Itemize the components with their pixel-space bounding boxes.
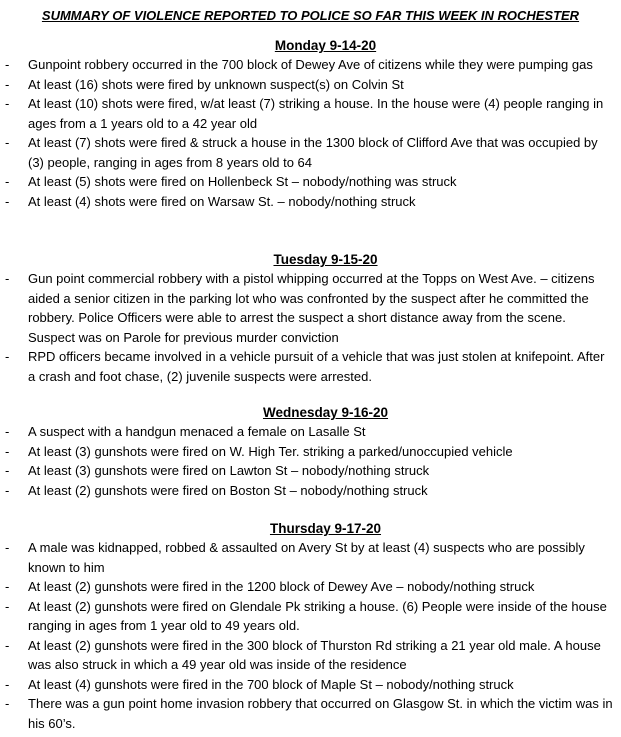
incident-item bbox=[0, 694, 621, 733]
bullet-dash: - bbox=[5, 579, 10, 594]
bullet-dash: - bbox=[5, 598, 10, 614]
incident-item bbox=[0, 461, 621, 481]
incident-item bbox=[0, 538, 621, 577]
bullet-dash: - bbox=[5, 271, 10, 286]
incident-text: RPD officers became involved in a vehicle pursuit of a vehicle that was just stolen at knifepoint. After a crash and foot chase, (2) juvenile suspects were arrested. bbox=[28, 349, 605, 384]
incident-item bbox=[0, 269, 621, 347]
bullet-dash: - bbox=[5, 349, 10, 364]
day-heading: Thursday 9-17-20 bbox=[269, 521, 382, 536]
incident-text: At least (3) gunshots were fired on Lawton St – nobody/nothing struck bbox=[28, 463, 430, 478]
incident-item bbox=[0, 94, 621, 133]
incident-item bbox=[0, 481, 621, 501]
day-section-monday bbox=[0, 38, 621, 211]
bullet-dash: - bbox=[5, 96, 10, 111]
incident-list bbox=[0, 269, 621, 386]
incident-text: There was a gun point home invasion robbery that occurred on Glasgow St. in which the victim was in his 60’s. bbox=[28, 696, 613, 731]
incident-text: At least (10) shots were fired, w/at least (7) striking a house. In the house were (4) people ranging in ages from a 1 years old to a 42 year old bbox=[28, 96, 604, 131]
incident-text: A suspect with a handgun menaced a female on Lasalle St bbox=[28, 424, 366, 439]
bullet-dash: - bbox=[5, 76, 10, 92]
bullet-dash: - bbox=[5, 424, 10, 439]
incident-item bbox=[0, 442, 621, 462]
incident-item bbox=[0, 192, 621, 212]
day-heading: Tuesday 9-15-20 bbox=[273, 252, 378, 267]
incident-item bbox=[0, 347, 621, 386]
incident-text: At least (16) shots were fired by unknown suspect(s) on Colvin St bbox=[28, 76, 404, 92]
incident-item bbox=[0, 422, 621, 442]
incident-item bbox=[0, 636, 621, 675]
incident-item bbox=[0, 133, 621, 172]
bullet-dash: - bbox=[5, 174, 10, 189]
day-section-thursday bbox=[0, 521, 621, 733]
bullet-dash: - bbox=[5, 135, 10, 150]
bullet-dash: - bbox=[5, 637, 10, 653]
incident-list bbox=[0, 55, 621, 211]
bullet-dash: - bbox=[5, 443, 10, 459]
incident-item bbox=[0, 75, 621, 95]
day-heading: Monday 9-14-20 bbox=[274, 38, 377, 53]
bullet-dash: - bbox=[5, 696, 10, 711]
incident-list bbox=[0, 422, 621, 500]
bullet-dash: - bbox=[5, 57, 10, 72]
bullet-dash: - bbox=[5, 540, 10, 555]
incident-item bbox=[0, 577, 621, 597]
incident-text: At least (2) gunshots were fired in the 300 block of Thurston Rd striking a 21 year old male. A house was also struck in which a 49 year old was inside of the residence bbox=[28, 637, 601, 672]
incident-text: At least (3) gunshots were fired on W. High Ter. striking a parked/unoccupied vehicle bbox=[28, 443, 513, 459]
incident-item bbox=[0, 55, 621, 75]
bullet-dash: - bbox=[5, 482, 10, 498]
day-heading: Wednesday 9-16-20 bbox=[262, 405, 389, 420]
bullet-dash: - bbox=[5, 193, 10, 209]
incident-text: At least (4) gunshots were fired in the 700 block of Maple St – nobody/nothing struck bbox=[28, 676, 514, 692]
incident-text: A male was kidnapped, robbed & assaulted on Avery St by at least (4) suspects who are possibly known to him bbox=[28, 540, 585, 575]
incident-text: At least (2) gunshots were fired on Boston St – nobody/nothing struck bbox=[28, 482, 428, 498]
incident-text: At least (2) gunshots were fired in the 1200 block of Dewey Ave – nobody/nothing struck bbox=[28, 579, 535, 594]
incident-list bbox=[0, 538, 621, 733]
day-section-tuesday bbox=[0, 252, 621, 386]
incident-item bbox=[0, 597, 621, 636]
incident-text: At least (2) gunshots were fired on Glendale Pk striking a house. (6) People were inside of the house ranging in ages from 1 year old to 49 years old. bbox=[28, 598, 607, 633]
incident-text: Gunpoint robbery occurred in the 700 block of Dewey Ave of citizens while they were pumping gas bbox=[28, 57, 593, 72]
day-section-wednesday bbox=[0, 405, 621, 500]
document-title: SUMMARY OF VIOLENCE REPORTED TO POLICE SO FAR THIS WEEK IN ROCHESTER bbox=[41, 8, 580, 23]
incident-item bbox=[0, 172, 621, 192]
bullet-dash: - bbox=[5, 463, 10, 478]
incident-text: At least (4) shots were fired on Warsaw St. – nobody/nothing struck bbox=[28, 193, 416, 209]
bullet-dash: - bbox=[5, 676, 10, 692]
incident-text: Gun point commercial robbery with a pistol whipping occurred at the Topps on West Ave. – citizens aided a senior citizen in the parking lot who was confronted by the suspect after he committed the robbery. Police Officers were able to arrest the suspect a short distance away from the scene. Suspect was on Parole for previous murder conviction bbox=[28, 271, 595, 345]
incident-text: At least (5) shots were fired on Hollenbeck St – nobody/nothing was struck bbox=[28, 174, 457, 189]
incident-item bbox=[0, 675, 621, 695]
incident-text: At least (7) shots were fired & struck a house in the 1300 block of Clifford Ave that was occupied by (3) people, ranging in ages from 8 years old to 64 bbox=[28, 135, 598, 170]
